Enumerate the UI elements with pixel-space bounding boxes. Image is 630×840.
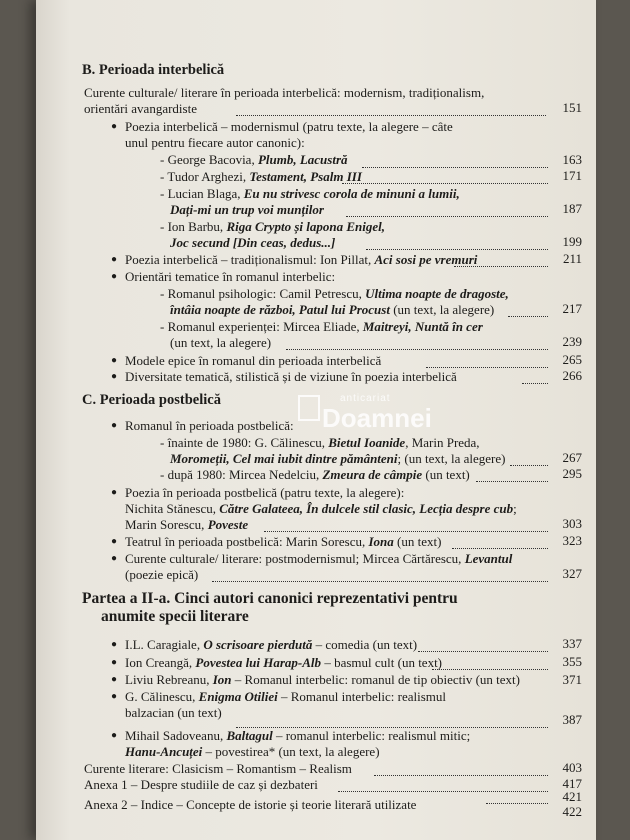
dot-leader (236, 100, 546, 116)
toc-entry-caragiale: I.L. Caragiale, O scrisoare pierdută – comedia (un text) (125, 637, 418, 652)
page-number: 295 (562, 466, 582, 481)
page-number: 327 (562, 566, 582, 581)
page-number: 303 (562, 516, 582, 531)
toc-line: Orientări tematice în romanul interbelic: (125, 269, 336, 284)
toc-line: Dați-mi un trup voi munților (170, 202, 324, 217)
toc-line: balzacian (un text) (125, 705, 222, 720)
dot-leader (426, 352, 548, 368)
bullet-icon: ● (111, 730, 118, 741)
toc-entry-sorescu: Marin Sorescu, Poveste (125, 517, 249, 532)
bullet-icon: ● (111, 271, 118, 282)
page-number: 211 (562, 251, 582, 266)
page-number: 371 (562, 672, 582, 687)
dot-leader (362, 152, 548, 168)
dot-leader (286, 334, 548, 350)
bullet-icon: ● (111, 371, 118, 382)
toc-entry-creanga: Ion Creangă, Povestea lui Harap-Alb – basmul cult (un text) (125, 655, 443, 670)
dot-leader (486, 788, 548, 804)
page-number: 267 (562, 450, 582, 465)
toc-entry-dupa-1980: - după 1980: Mircea Nedelciu, Zmeura de câmpie (un text) (160, 467, 470, 482)
toc-entry-postmodernism: Curente culturale/ literare: postmodernismul; Mircea Cărtărescu, Levantul (125, 551, 513, 566)
bullet-icon: ● (111, 420, 118, 431)
bullet-icon: ● (111, 691, 118, 702)
page-number: 355 (562, 654, 582, 669)
toc-entry-sadoveanu: Mihail Sadoveanu, Baltagul – romanul interbelic: realismul mitic; (125, 728, 471, 743)
toc-entry-anexa-2: Anexa 2 – Indice – Concepte de istorie și teorie literară utilizate (84, 797, 417, 812)
toc-line: Curente culturale/ literare în perioada interbelică: modernism, tradiționalism, (84, 85, 485, 100)
toc-line: întâia noapte de război, Patul lui Procust (un text, la alegere) (170, 302, 495, 317)
bullet-icon: ● (111, 487, 118, 498)
book-page: B. Perioada interbelică Curente culturale/ literare în perioada interbelică: modernism, tradiționalism, orientări avangardiste 151 ● Poezia interbelică – modernismul (patru texte, la alegere – câte unul pentru fiecare autor canonic): - George Bacovia, Plumb, Lacustră 163 - Tudor Arghezi, Testament, Psalm III 171 - Lucian Blaga, Eu nu strivesc corola de minuni a lumii, Dați-mi un trup voi munților 187 - Ion Barbu, Riga Crypto și lapona Enigel, Joc secund [Din ceas, dedus...] 199 ● Poezia interbelică – tradiționalismul: Ion Pillat, Aci sosi pe vremuri 211 ● Orientări tematice în romanul interbelic: - Romanul psihologic: Camil Petrescu, Ultima noapte de dragoste, întâia noapte de război, Patul lui Procust (un text, la alegere) 217 - Romanul experienței: Mircea Eliade, Maitreyi, Nuntă în cer (un text, la alegere) 239 ● Modele epice în romanul din perioada interbelică 265 ● Diversitate tematică, stilistică și de viziune în poezia interbelică 266 anticariat Doamnei C. Perioada postbelică ● Romanul în perioada postbelică: - înainte de 1980: G. Călinescu, Bietul Ioanide, Marin Preda, Moromeții, Cel mai iubit dintre pământeni; (un text, la alegere) 267 - după 1980: Mircea Nedelciu, Zmeura de câmpie (un text) 295 ● Poezia în perioada postbelică (patru texte, la alegere): Nichita Stănescu, Către Galateea, În dulcele stil clasic, Lecția despre cub; Marin Sorescu, Poveste 303 ● Teatrul în perioada postbelică: Marin Sorescu, Iona (un text) 323 ● Curente culturale/ literare: postmodernismul; Mircea Cărtărescu, Levantul (poezie epică) 327 Partea a II-a. Cinci autori canonici reprezentativi pentru anumite specii literare ● I.L. Caragiale, O scrisoare pierdută – comedia (un text) 337 ● Ion Creangă, Povestea lui Harap-Alb – basmul cult (un text) 355 ● Liviu Rebreanu, Ion – Romanul interbelic: romanul de tip obiectiv (un text) 371 ● G. Călinescu, Enigma Otiliei – Romanul interbelic: realismul balzacian (un text) 387 ● Mihail Sadoveanu, Baltagul – romanul interbelic: realismul mitic; Hanu-Ancuței – povestirea* (un text, la alegere) Curente literare: Clasicism – Romantism – Realism 403 Anexa 1 – Despre studiile de caz și dezbateri 417 421 Anexa 2 – Indice – Concepte de istorie și teorie literară utilizate 422 (36, 0, 596, 840)
bullet-icon: ● (111, 536, 118, 547)
part-2-title-cont: anumite specii literare (101, 608, 249, 625)
page-number: 151 (562, 100, 582, 115)
bullet-icon: ● (111, 254, 118, 265)
dot-leader (432, 654, 548, 670)
toc-entry-anexa-1: Anexa 1 – Despre studiile de caz și dezbateri (84, 777, 318, 792)
toc-entry-barbu: - Ion Barbu, Riga Crypto și lapona Enigel, (160, 219, 385, 234)
dot-leader (342, 168, 548, 184)
toc-line: Modele epice în romanul din perioada interbelică (125, 353, 382, 368)
page-number: 163 (562, 152, 582, 167)
toc-entry-experientei: - Romanul experienței: Mircea Eliade, Maitreyi, Nuntă în cer (160, 319, 483, 334)
dot-leader (264, 516, 548, 532)
bullet-icon: ● (111, 553, 118, 564)
toc-entry-teatru: Teatrul în perioada postbelică: Marin Sorescu, Iona (un text) (125, 534, 442, 549)
toc-line: Romanul în perioada postbelică: (125, 418, 294, 433)
toc-entry-psihologic: - Romanul psihologic: Camil Petrescu, Ultima noapte de dragoste, (160, 286, 509, 301)
toc-entry-inainte-1980: - înainte de 1980: G. Călinescu, Bietul Ioanide, Marin Preda, (160, 435, 480, 450)
toc-line: (un text, la alegere) (170, 335, 272, 350)
page-number: 417 (562, 776, 582, 791)
page-number: 337 (562, 636, 582, 651)
toc-line: Poezia interbelică – modernismul (patru texte, la alegere – câte (125, 119, 453, 134)
page-number: 187 (562, 201, 582, 216)
dot-leader (346, 201, 548, 217)
toc-line: Poezia în perioada postbelică (patru texte, la alegere): (125, 485, 405, 500)
toc-entry-traditionalism: Poezia interbelică – tradiționalismul: Ion Pillat, Aci sosi pe vremuri (125, 252, 478, 267)
page-number: 266 (562, 368, 582, 383)
bullet-icon: ● (111, 674, 118, 685)
page-number: 199 (562, 234, 582, 249)
toc-entry-calinescu: G. Călinescu, Enigma Otiliei – Romanul interbelic: realismul (125, 689, 446, 704)
toc-line: Joc secund [Din ceas, dedus...] (170, 235, 336, 250)
dot-leader (454, 251, 548, 267)
toc-entry-nichita: Nichita Stănescu, Către Galateea, În dulcele stil clasic, Lecția despre cub; (125, 501, 517, 516)
dot-leader (236, 712, 548, 728)
page-number: 217 (562, 301, 582, 316)
toc-line: (poezie epică) (125, 567, 199, 582)
page-number: 422 (562, 804, 582, 819)
dot-leader (212, 566, 548, 582)
toc-entry-curente-literare: Curente literare: Clasicism – Romantism – Realism (84, 761, 352, 776)
page-number: 387 (562, 712, 582, 727)
section-b-title: B. Perioada interbelică (82, 62, 225, 78)
toc-line: orientări avangardiste (84, 101, 197, 116)
toc-entry-rebreanu: Liviu Rebreanu, Ion – Romanul interbelic: romanul de tip obiectiv (un text) (125, 672, 520, 687)
page-number: 323 (562, 533, 582, 548)
toc-entry-arghezi: - Tudor Arghezi, Testament, Psalm III (160, 169, 362, 184)
dot-leader (476, 466, 548, 482)
toc-line: Moromeții, Cel mai iubit dintre pământeni; (un text, la alegere) (170, 451, 506, 466)
toc-line: unul pentru fiecare autor canonic): (125, 135, 305, 150)
bullet-icon: ● (111, 639, 118, 650)
dot-leader (366, 234, 548, 250)
page-number: 265 (562, 352, 582, 367)
dot-leader (374, 760, 548, 776)
toc-line: Hanu-Ancuței – povestirea* (un text, la alegere) (125, 744, 380, 759)
toc-line: Diversitate tematică, stilistică și de viziune în poezia interbelică (125, 369, 457, 384)
bullet-icon: ● (111, 657, 118, 668)
bullet-icon: ● (111, 121, 118, 132)
dot-leader (452, 533, 548, 549)
part-2-title: Partea a II-a. Cinci autori canonici reprezentativi pentru (82, 590, 458, 607)
toc-entry-bacovia: - George Bacovia, Plumb, Lacustră (160, 152, 348, 167)
bullet-icon: ● (111, 355, 118, 366)
dot-leader (418, 636, 548, 652)
page-number: 421 (562, 789, 582, 804)
page-number: 403 (562, 760, 582, 775)
section-c-title: C. Perioada postbelică (82, 392, 221, 408)
page-number: 239 (562, 334, 582, 349)
toc-entry-blaga: - Lucian Blaga, Eu nu strivesc corola de minuni a lumii, (160, 186, 460, 201)
page-number: 171 (562, 168, 582, 183)
